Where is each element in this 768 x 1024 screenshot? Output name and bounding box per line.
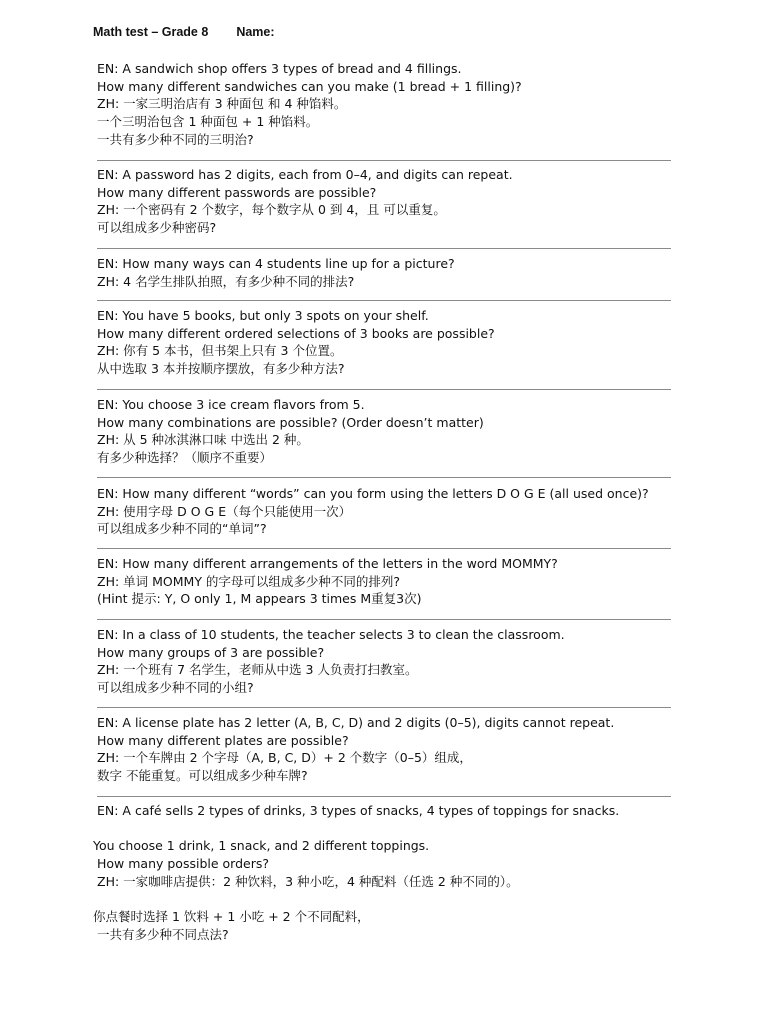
- question-2: [97, 166, 697, 237]
- question-9-line-3: ZH: 一个车牌由 2 个字母（A, B, C, D）+ 2 个数字（0–5）组成，: [97, 750, 472, 766]
- question-1-line-5: 一共有多少种不同的三明治?: [97, 131, 254, 147]
- question-3-line-1: EN: How many ways can 4 students line up for a picture?: [97, 256, 455, 271]
- divider: [97, 248, 671, 249]
- question-7-line-2: ZH: 单词 MOMMY 的字母可以组成多少种不同的排列?: [97, 573, 401, 589]
- question-5-line-3: ZH: 从 5 种冰淇淋口味 中选出 2 种。: [97, 432, 309, 448]
- question-3: [97, 255, 697, 290]
- question-8-line-1: EN: In a class of 10 students, the teacher selects 3 to clean the classroom.: [97, 627, 565, 642]
- question-4-line-2: How many different ordered selections of 3 books are possible?: [97, 325, 495, 341]
- question-5-line-2: How many combinations are possible? (Order doesn’t matter): [97, 414, 484, 430]
- test-title: Math test – Grade 8: [93, 25, 209, 39]
- question-2-line-2: How many different passwords are possible?: [97, 184, 377, 200]
- question-10-line-5: 你点餐时选择 1 饮料 + 1 小吃 + 2 个不同配料，: [93, 909, 370, 925]
- worksheet-header: [93, 25, 275, 39]
- question-4: [97, 307, 697, 378]
- name-label: Name:: [236, 25, 275, 39]
- question-8-line-3: ZH: 一个班有 7 名学生，老师从中选 3 人负责打扫教室。: [97, 662, 418, 678]
- question-8: [97, 626, 697, 697]
- question-1-line-2: How many different sandwiches can you make (1 bread + 1 filling)?: [97, 78, 522, 94]
- question-10-line-4: ZH: 一家咖啡店提供：2 种饮料，3 种小吃，4 种配料（任选 2 种不同的）。: [97, 873, 519, 889]
- divider: [97, 619, 671, 620]
- question-7-line-3: (Hint 提示: Y, O only 1, M appears 3 times M重复3次): [97, 591, 422, 607]
- divider: [97, 300, 671, 301]
- question-7: [97, 555, 697, 608]
- question-3-line-2: ZH: 4 名学生排队拍照，有多少种不同的排法?: [97, 273, 355, 289]
- question-2-line-1: EN: A password has 2 digits, each from 0–4, and digits can repeat.: [97, 167, 513, 182]
- question-10-line-6: 一共有多少种不同点法?: [97, 926, 229, 942]
- question-10-line-3: How many possible orders?: [97, 856, 270, 872]
- question-10-line-2: You choose 1 drink, 1 snack, and 2 different toppings.: [93, 838, 430, 854]
- question-5-line-4: 有多少种选择？（顺序不重要）: [97, 450, 273, 466]
- question-4-line-3: ZH: 你有 5 本书，但书架上只有 3 个位置。: [97, 343, 343, 359]
- question-4-line-1: EN: You have 5 books, but only 3 spots on your shelf.: [97, 308, 429, 323]
- question-9-line-4: 数字 不能重复。可以组成多少种车牌?: [97, 768, 308, 784]
- question-7-line-1: EN: How many different arrangements of the letters in the word MOMMY?: [97, 556, 558, 571]
- question-8-line-4: 可以组成多少种不同的小组?: [97, 680, 254, 696]
- divider: [97, 477, 671, 478]
- question-2-line-3: ZH: 一个密码有 2 个数字，每个数字从 0 到 4，且 可以重复。: [97, 202, 446, 218]
- question-5: [97, 396, 697, 467]
- question-1-line-4: 一个三明治包含 1 种面包 + 1 种馅料。: [97, 114, 319, 130]
- question-4-line-4: 从中选取 3 本并按顺序摆放，有多少种方法?: [97, 361, 345, 377]
- question-10-blank-line: [97, 820, 697, 838]
- divider: [97, 707, 671, 708]
- divider: [97, 548, 671, 549]
- question-5-line-1: EN: You choose 3 ice cream flavors from 5.: [97, 397, 365, 412]
- question-1-line-3: ZH: 一家三明治店有 3 种面包 和 4 种馅料。: [97, 96, 347, 112]
- question-10: [93, 802, 697, 944]
- question-6: [97, 485, 697, 538]
- question-2-line-4: 可以组成多少种密码?: [97, 220, 217, 236]
- question-1: [97, 60, 697, 148]
- question-6-line-1: EN: How many different “words” can you form using the letters D O G E (all used once)?: [97, 486, 649, 501]
- question-8-line-2: How many groups of 3 are possible?: [97, 644, 325, 660]
- divider: [97, 389, 671, 390]
- question-1-line-1: EN: A sandwich shop offers 3 types of bread and 4 fillings.: [97, 61, 462, 76]
- question-9-line-1: EN: A license plate has 2 letter (A, B, C, D) and 2 digits (0–5), digits cannot repeat.: [97, 715, 615, 730]
- question-10-line-1: EN: A café sells 2 types of drinks, 3 types of snacks, 4 types of toppings for snacks.: [97, 803, 620, 818]
- question-9: [97, 714, 697, 785]
- divider: [97, 796, 671, 797]
- question-9-line-2: How many different plates are possible?: [97, 732, 349, 748]
- question-6-line-2: ZH: 使用字母 D O G E（每个只能使用一次）: [97, 503, 352, 519]
- question-10-blank-line: [97, 890, 697, 908]
- question-6-line-3: 可以组成多少种不同的“单词”?: [97, 521, 267, 537]
- divider: [97, 160, 671, 161]
